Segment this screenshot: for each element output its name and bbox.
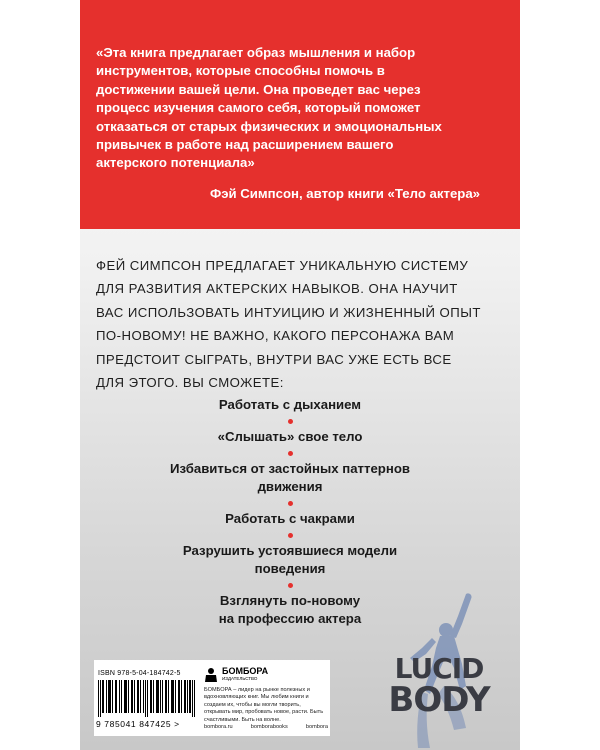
intro-line: ПРЕДСТОИТ СЫГРАТЬ, ВНУТРИ ВАС УЖЕ ЕСТЬ ВСЕ <box>96 351 452 367</box>
publisher-name: БОМБОРА <box>222 666 269 676</box>
quote-line: актерского потенциала» <box>96 155 255 171</box>
quote-block <box>80 0 520 229</box>
book-back-cover <box>80 0 520 750</box>
quote-text <box>96 44 496 173</box>
intro-line: ПО-НОВОМУ! НЕ ВАЖНО, КАКОГО ПЕРСОНАЖА ВАМ <box>96 328 455 344</box>
quote-line: привычек в работе над расширением вашего <box>96 137 394 153</box>
bullet-dot-separator <box>140 414 440 428</box>
isbn-text: ISBN 978-5-04-184742-5 <box>98 670 181 677</box>
bullet-dot-separator <box>140 528 440 542</box>
skill-item: Работать с чакрами <box>225 511 355 526</box>
quote-line: процесс изучения самого себя, который поможет <box>96 100 421 116</box>
publisher-links <box>204 724 328 730</box>
quote-line: достижении вашей цели. Она проведет вас через <box>96 81 421 97</box>
intro-line: ДЛЯ ЭТОГО. ВЫ СМОЖЕТЕ: <box>96 375 284 391</box>
bullet-dot-separator <box>140 446 440 460</box>
skill-item: Избавиться от застойных паттернов движения <box>170 461 410 494</box>
series-logo-bottom: BODY <box>388 680 490 720</box>
intro-line: ВАС ИСПОЛЬЗОВАТЬ ИНТУИЦИЮ И ЖИЗНЕННЫЙ ОПЫТ <box>96 304 481 320</box>
bullet-dot-separator <box>140 496 440 510</box>
publisher-link-social: bombora <box>305 724 328 730</box>
skill-item: Взглянуть по-новому на профессию актера <box>218 593 362 626</box>
skill-item: «Слышать» свое тело <box>217 429 363 444</box>
publisher-link-website: bombora.ru <box>204 724 233 730</box>
quote-line: отказаться от старых физических и эмоциональных <box>96 118 442 134</box>
publisher-link-social: bomborabooks <box>250 724 288 730</box>
intro-line: ДЛЯ РАЗВИТИЯ АКТЕРСКИХ НАВЫКОВ. ОНА НАУЧИТ <box>96 281 458 297</box>
quote-line: инструментов, которые способны помочь в <box>96 63 385 79</box>
barcode-image <box>98 680 196 717</box>
intro-text <box>96 254 500 394</box>
quote-author: Фэй Симпсон, автор книги «Тело актера» <box>209 186 480 201</box>
publisher-logo-icon <box>204 667 218 683</box>
quote-line: «Эта книга предлагает образ мышления и набор <box>96 45 416 60</box>
skill-item: Разрушить устоявшиеся модели поведения <box>182 543 398 576</box>
intro-line: ФЕЙ СИМПСОН ПРЕДЛАГАЕТ УНИКАЛЬНУЮ СИСТЕМУ <box>96 258 469 273</box>
series-logo-top: LUCID <box>394 652 484 685</box>
publisher-description: БОМБОРА – лидер на рынке полезных и вдохновляющих книг. Мы любим книги и создаем их, чтобы вы могли творить, открывать мир, пробовать новое, расти. Быть счастливыми. Быть на волне. <box>204 687 324 723</box>
barcode-panel <box>94 660 330 736</box>
skill-item: Работать с дыханием <box>218 397 362 412</box>
publisher-subtitle: ИЗДАТЕЛЬСТВО <box>222 676 258 681</box>
barcode-number: 9 785041 847425 > <box>96 719 180 729</box>
